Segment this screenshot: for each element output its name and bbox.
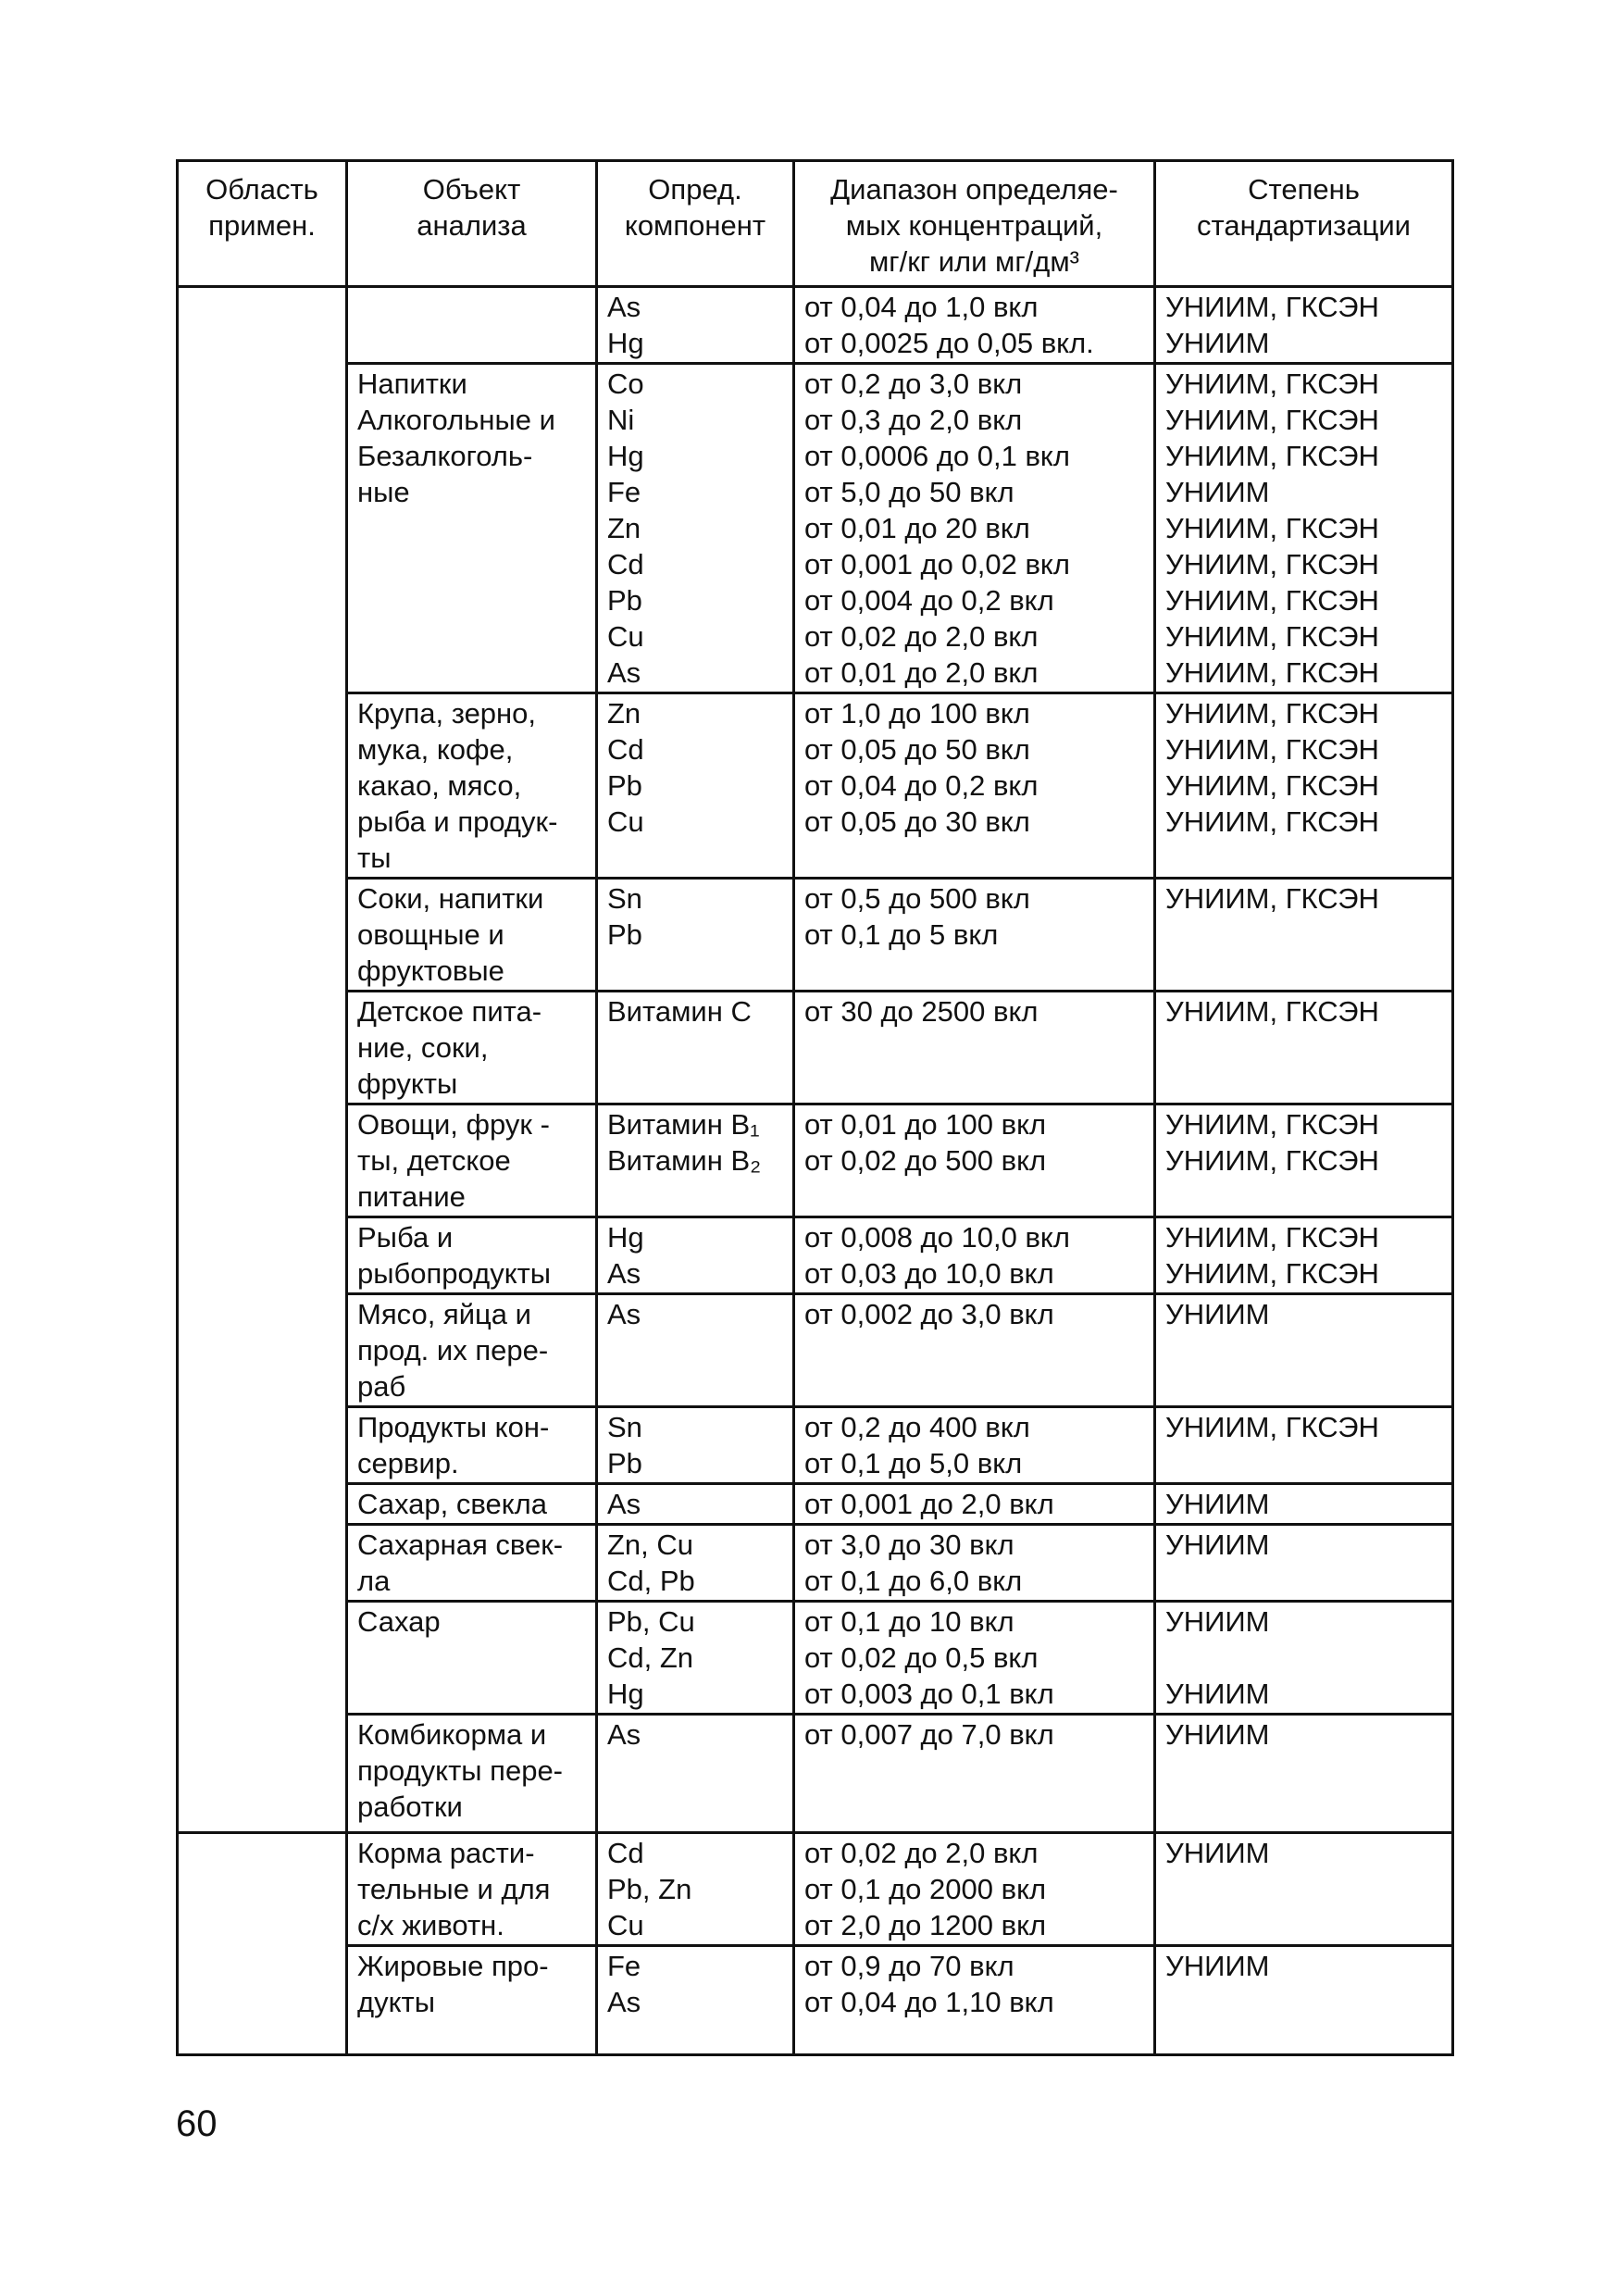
standard-line: УНИИМ: [1165, 1678, 1270, 1710]
standard-line: [1165, 1871, 1442, 1907]
component-cell: [597, 1104, 794, 1217]
standard-line: УНИИМ, ГКСЭН: [1165, 769, 1379, 802]
object-line: Крупа, зерно,: [357, 697, 537, 730]
component-cell: [597, 287, 794, 364]
range-line: от 0,04 до 1,10 вкл: [804, 1986, 1054, 2018]
range-line: от 0,1 до 10 вкл: [804, 1605, 1014, 1638]
object-line: рыба и продук-: [357, 805, 558, 838]
object-line: ние, соки,: [357, 1031, 489, 1064]
component-cell: [597, 693, 794, 879]
component-line: Cu: [607, 1909, 644, 1941]
standard-cell: [1155, 1407, 1453, 1484]
range-line: от 0,001 до 2,0 вкл: [804, 1488, 1054, 1520]
object-line: Корма расти-: [357, 1837, 535, 1869]
object-line: с/х животн.: [357, 1909, 504, 1941]
component-line: Sn: [607, 1411, 642, 1443]
component-line: Fe: [607, 1950, 641, 1982]
standard-line: УНИИМ: [1165, 327, 1270, 359]
standard-line: УНИИМ, ГКСЭН: [1165, 1144, 1379, 1177]
range-line: от 0,007 до 7,0 вкл: [804, 1718, 1054, 1751]
component-line: Cd: [607, 548, 644, 580]
standard-line: УНИИМ, ГКСЭН: [1165, 1221, 1379, 1254]
object-line: продукты пере-: [357, 1754, 564, 1787]
standard-line: УНИИМ: [1165, 1605, 1270, 1638]
standard-line: УНИИМ: [1165, 1298, 1270, 1330]
area-cell: [178, 287, 347, 1833]
range-line: от 5,0 до 50 вкл: [804, 476, 1014, 508]
analysis-methods-table: [176, 159, 1454, 2056]
table-row: [178, 1946, 1453, 2055]
range-line: от 0,3 до 2,0 вкл: [804, 404, 1023, 436]
header-range: Диапазон определяе- мых концентраций, мг/кг или мг/дм³: [794, 161, 1155, 287]
component-line: Hg: [607, 327, 644, 359]
component-line: Pb: [607, 584, 642, 617]
range-cell: [794, 1217, 1155, 1294]
object-line: ты: [357, 842, 392, 874]
standard-line: УНИИМ, ГКСЭН: [1165, 882, 1379, 915]
range-line: от 0,02 до 500 вкл: [804, 1144, 1047, 1177]
component-line: Co: [607, 368, 644, 400]
standard-line: УНИИМ, ГКСЭН: [1165, 512, 1379, 544]
object-cell: [347, 364, 597, 693]
standard-line: [1165, 1640, 1442, 1676]
object-line: рыбопродукты: [357, 1257, 552, 1290]
object-cell: [347, 879, 597, 992]
table-row: [178, 693, 1453, 879]
object-line: ные: [357, 476, 410, 508]
range-line: от 0,0006 до 0,1 вкл: [804, 440, 1070, 472]
object-line: ты, детское: [357, 1144, 511, 1177]
object-line: Сахар, свекла: [357, 1488, 547, 1520]
standard-line: УНИИМ: [1165, 1950, 1270, 1982]
object-line: Продукты кон-: [357, 1411, 550, 1443]
range-line: от 0,008 до 10,0 вкл: [804, 1221, 1070, 1254]
table-row: [178, 1217, 1453, 1294]
component-line: Hg: [607, 1221, 644, 1254]
object-line: овощные и: [357, 918, 504, 951]
range-cell: [794, 1602, 1155, 1715]
range-line: от 0,1 до 2000 вкл: [804, 1873, 1047, 1905]
range-cell: [794, 364, 1155, 693]
header-component: Опред. компонент: [597, 161, 794, 287]
component-line: As: [607, 1257, 641, 1290]
component-line: Pb: [607, 769, 642, 802]
standard-line: УНИИМ, ГКСЭН: [1165, 995, 1379, 1028]
range-line: от 0,5 до 500 вкл: [804, 882, 1030, 915]
component-line: Pb, Zn: [607, 1873, 692, 1905]
table-row: [178, 1715, 1453, 1833]
table-row: [178, 1602, 1453, 1715]
range-line: от 0,0025 до 0,05 вкл.: [804, 327, 1094, 359]
component-cell: [597, 1715, 794, 1833]
component-line: As: [607, 656, 641, 689]
standard-line: УНИИМ, ГКСЭН: [1165, 404, 1379, 436]
range-line: от 0,1 до 5,0 вкл: [804, 1447, 1023, 1479]
standard-line: УНИИМ, ГКСЭН: [1165, 805, 1379, 838]
range-line: от 1,0 до 100 вкл: [804, 697, 1030, 730]
object-cell: [347, 1946, 597, 2055]
standard-cell: [1155, 1217, 1453, 1294]
object-cell: [347, 1104, 597, 1217]
standard-line: [1165, 1907, 1442, 1943]
standard-line: УНИИМ, ГКСЭН: [1165, 291, 1379, 323]
component-line: Cu: [607, 805, 644, 838]
object-cell: [347, 1217, 597, 1294]
component-cell: [597, 1294, 794, 1407]
component-cell: [597, 879, 794, 992]
range-cell: [794, 287, 1155, 364]
standard-cell: [1155, 992, 1453, 1104]
range-line: от 0,02 до 0,5 вкл: [804, 1641, 1039, 1674]
object-line: сервир.: [357, 1447, 459, 1479]
standard-cell: [1155, 364, 1453, 693]
standard-line: УНИИМ, ГКСЭН: [1165, 584, 1379, 617]
object-line: Жировые про-: [357, 1950, 549, 1982]
range-line: от 0,01 до 2,0 вкл: [804, 656, 1039, 689]
component-line: As: [607, 291, 641, 323]
component-cell: [597, 1217, 794, 1294]
component-cell: [597, 1407, 794, 1484]
table-row: [178, 1294, 1453, 1407]
range-line: от 0,01 до 20 вкл: [804, 512, 1030, 544]
object-line: Сахар: [357, 1605, 441, 1638]
standard-cell: [1155, 1484, 1453, 1525]
object-line: дукты: [357, 1986, 435, 2018]
standard-line: УНИИМ, ГКСЭН: [1165, 368, 1379, 400]
range-line: от 0,2 до 3,0 вкл: [804, 368, 1023, 400]
component-line: Zn: [607, 697, 641, 730]
range-line: от 0,9 до 70 вкл: [804, 1950, 1014, 1982]
area-cell: [178, 1833, 347, 2055]
range-line: от 0,004 до 0,2 вкл: [804, 584, 1054, 617]
object-line: Безалкоголь-: [357, 440, 533, 472]
header-area: Область примен.: [178, 161, 347, 287]
component-line: Zn: [607, 512, 641, 544]
component-cell: [597, 1484, 794, 1525]
standard-line: УНИИМ, ГКСЭН: [1165, 733, 1379, 766]
standard-line: УНИИМ, ГКСЭН: [1165, 697, 1379, 730]
range-cell: [794, 1484, 1155, 1525]
component-line: Ni: [607, 404, 635, 436]
component-line: Cu: [607, 620, 644, 653]
component-line: Cd, Zn: [607, 1641, 694, 1674]
standard-cell: [1155, 1946, 1453, 2055]
range-line: от 2,0 до 1200 вкл: [804, 1909, 1047, 1941]
range-line: от 0,003 до 0,1 вкл: [804, 1678, 1054, 1710]
component-cell: [597, 1602, 794, 1715]
component-line: As: [607, 1718, 641, 1751]
standard-cell: [1155, 287, 1453, 364]
table-header-row: [178, 161, 1453, 287]
standard-cell: [1155, 1602, 1453, 1715]
range-line: от 0,001 до 0,02 вкл: [804, 548, 1070, 580]
component-cell: [597, 1946, 794, 2055]
component-line: Fe: [607, 476, 641, 508]
standard-line: УНИИМ, ГКСЭН: [1165, 440, 1379, 472]
table-row: [178, 1407, 1453, 1484]
range-cell: [794, 1407, 1155, 1484]
object-line: питание: [357, 1180, 466, 1213]
range-cell: [794, 1946, 1155, 2055]
object-cell: [347, 1715, 597, 1833]
range-line: от 0,002 до 3,0 вкл: [804, 1298, 1054, 1330]
range-cell: [794, 879, 1155, 992]
standard-line: УНИИМ, ГКСЭН: [1165, 548, 1379, 580]
object-line: фруктовые: [357, 955, 504, 987]
standard-line: [1165, 1563, 1442, 1599]
header-object: Объект анализа: [347, 161, 597, 287]
range-cell: [794, 1715, 1155, 1833]
object-line: Соки, напитки: [357, 882, 544, 915]
range-line: от 0,1 до 5 вкл: [804, 918, 999, 951]
table-row: [178, 879, 1453, 992]
object-line: тельные и для: [357, 1873, 551, 1905]
object-line: Комбикорма и: [357, 1718, 547, 1751]
range-line: от 0,2 до 400 вкл: [804, 1411, 1030, 1443]
object-line: Мясо, яйца и: [357, 1298, 531, 1330]
object-line: работки: [357, 1791, 463, 1823]
standard-line: УНИИМ: [1165, 1488, 1270, 1520]
standard-line: [1165, 917, 1442, 953]
standard-line: УНИИМ: [1165, 476, 1270, 508]
range-line: от 0,05 до 50 вкл: [804, 733, 1030, 766]
component-line: Pb: [607, 1447, 642, 1479]
standard-cell: [1155, 693, 1453, 879]
standard-line: [1165, 1445, 1442, 1481]
component-line: Cd: [607, 1837, 644, 1869]
table-row: [178, 1104, 1453, 1217]
table-row: [178, 992, 1453, 1104]
component-cell: [597, 1525, 794, 1602]
object-line: прод. их пере-: [357, 1334, 549, 1366]
range-cell: [794, 693, 1155, 879]
page-number: 60: [176, 2103, 218, 2144]
range-line: от 30 до 2500 вкл: [804, 995, 1039, 1028]
range-line: от 0,04 до 0,2 вкл: [804, 769, 1039, 802]
component-line: Cd: [607, 733, 644, 766]
object-line: раб: [357, 1370, 406, 1403]
header-standard: Степень стандартизации: [1155, 161, 1453, 287]
component-line: As: [607, 1298, 641, 1330]
standard-cell: [1155, 1294, 1453, 1407]
range-cell: [794, 1104, 1155, 1217]
range-line: от 0,02 до 2,0 вкл: [804, 620, 1039, 653]
component-line: Витамин B₁: [607, 1108, 760, 1141]
object-line: мука, кофе,: [357, 733, 514, 766]
component-line: Витамин С: [607, 995, 752, 1028]
object-cell: [347, 1833, 597, 1946]
table-row: [178, 287, 1453, 364]
standard-line: [1165, 1984, 1442, 2020]
object-line: Рыба и: [357, 1221, 454, 1254]
range-cell: [794, 1525, 1155, 1602]
object-cell: [347, 1294, 597, 1407]
standard-line: УНИИМ, ГКСЭН: [1165, 656, 1379, 689]
component-line: Sn: [607, 882, 642, 915]
range-line: от 0,05 до 30 вкл: [804, 805, 1030, 838]
standard-cell: [1155, 1715, 1453, 1833]
object-line: Детское пита-: [357, 995, 542, 1028]
range-line: от 3,0 до 30 вкл: [804, 1529, 1014, 1561]
component-cell: [597, 1833, 794, 1946]
range-line: от 0,02 до 2,0 вкл: [804, 1837, 1039, 1869]
standard-cell: [1155, 879, 1453, 992]
object-cell: [347, 693, 597, 879]
component-line: Pb: [607, 918, 642, 951]
table-row: [178, 1525, 1453, 1602]
range-cell: [794, 1294, 1155, 1407]
component-line: As: [607, 1488, 641, 1520]
object-cell: [347, 1484, 597, 1525]
object-line: Сахарная свек-: [357, 1529, 564, 1561]
standard-cell: [1155, 1104, 1453, 1217]
standard-line: УНИИМ: [1165, 1718, 1270, 1751]
range-cell: [794, 1833, 1155, 1946]
object-line: фрукты: [357, 1067, 458, 1100]
object-cell: [347, 1602, 597, 1715]
object-line: Напитки: [357, 368, 467, 400]
range-line: от 0,03 до 10,0 вкл: [804, 1257, 1054, 1290]
object-cell: [347, 1525, 597, 1602]
table-body: [178, 287, 1453, 2055]
object-line: Алкогольные и: [357, 404, 555, 436]
standard-line: УНИИМ: [1165, 1529, 1270, 1561]
object-line: ла: [357, 1565, 391, 1597]
range-cell: [794, 992, 1155, 1104]
component-line: Zn, Cu: [607, 1529, 694, 1561]
standard-line: УНИИМ, ГКСЭН: [1165, 1257, 1379, 1290]
table-row: [178, 1484, 1453, 1525]
standard-line: УНИИМ, ГКСЭН: [1165, 620, 1379, 653]
table-row: [178, 1833, 1453, 1946]
object-line: Овощи, фрук -: [357, 1108, 550, 1141]
component-line: Hg: [607, 1678, 644, 1710]
component-line: Витамин B₂: [607, 1144, 762, 1177]
table-row: [178, 364, 1453, 693]
component-cell: [597, 364, 794, 693]
component-line: Hg: [607, 440, 644, 472]
component-cell: [597, 992, 794, 1104]
object-cell: [347, 992, 597, 1104]
object-cell: [347, 287, 597, 364]
standard-cell: [1155, 1833, 1453, 1946]
range-line: от 0,04 до 1,0 вкл: [804, 291, 1039, 323]
standard-line: УНИИМ, ГКСЭН: [1165, 1411, 1379, 1443]
range-line: от 0,01 до 100 вкл: [804, 1108, 1047, 1141]
range-line: от 0,1 до 6,0 вкл: [804, 1565, 1023, 1597]
component-line: Cd, Pb: [607, 1565, 695, 1597]
component-line: As: [607, 1986, 641, 2018]
standard-line: УНИИМ: [1165, 1837, 1270, 1869]
object-line: какао, мясо,: [357, 769, 522, 802]
object-cell: [347, 1407, 597, 1484]
standard-cell: [1155, 1525, 1453, 1602]
component-line: Pb, Cu: [607, 1605, 695, 1638]
standard-line: УНИИМ, ГКСЭН: [1165, 1108, 1379, 1141]
